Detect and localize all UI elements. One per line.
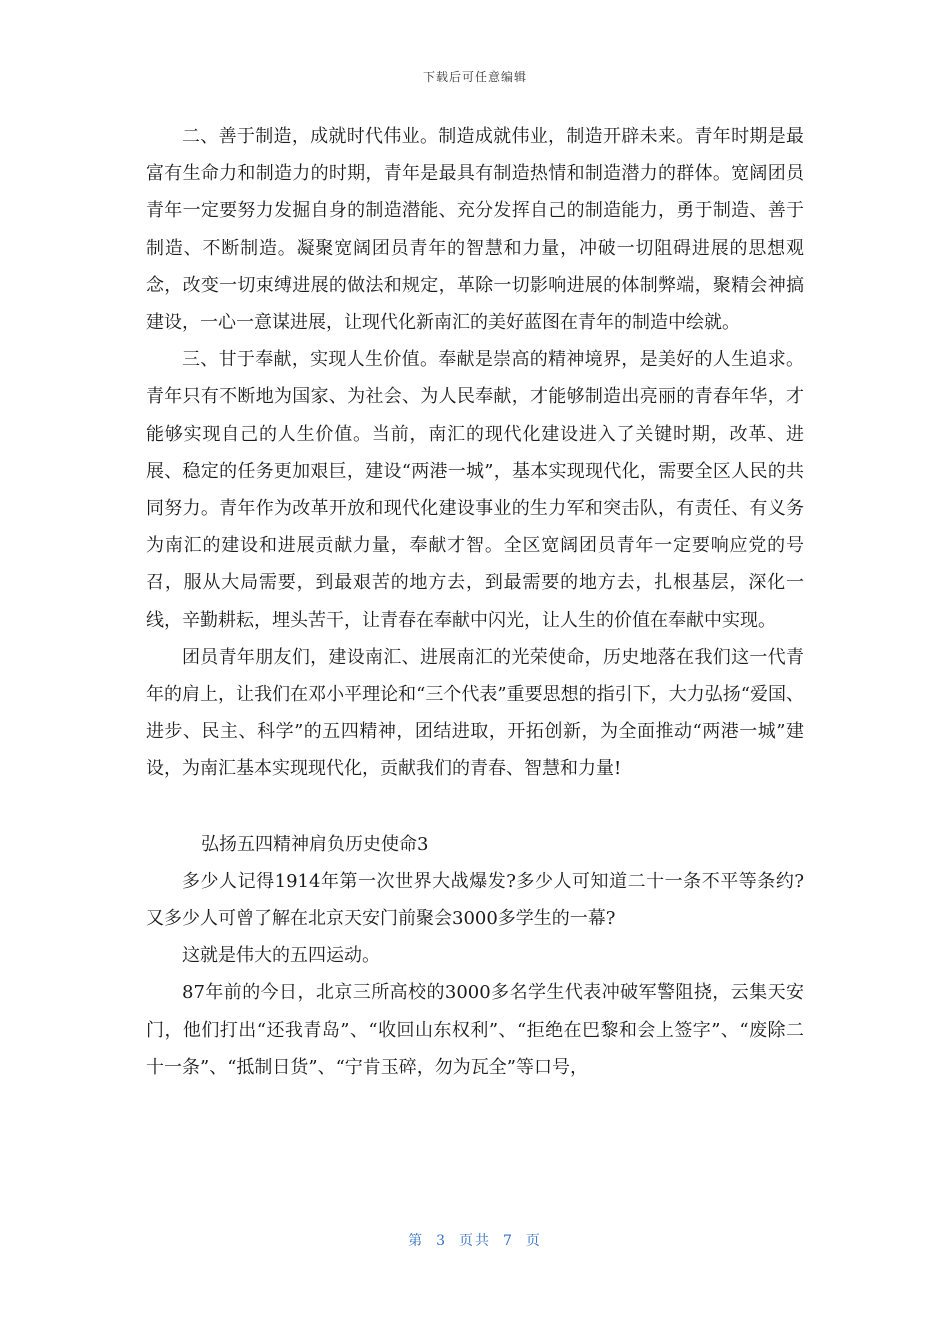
document-body [146,118,804,1086]
footer-page-number: 3 [436,1233,447,1249]
section-title: 弘扬五四精神肩负历史使命3 [201,833,429,855]
footer-total-pages: 7 [503,1233,514,1249]
paragraph-history-question: 多少人记得1914年第一次世界大战爆发?多少人可知道二十一条不平等条约?又多少人可曾了解在北京天安门前聚会3000多学生的一幕? [146,870,804,930]
footer-prefix: 第 [408,1233,425,1249]
paragraph-dedication: 三、甘于奉献，实现人生价值。奉献是崇高的精神境界，是美好的人生追求。青年只有不断地为国家、为社会、为人民奉献，才能够制造出亮丽的青春年华，才能够实现自己的人生价值。当前，南汇的现代化建设进入了关键时期，改革、进展、稳定的任务更加艰巨，建设“两港一城”，基本实现现代化，需要全区人民的共同努力。青年作为改革开放和现代化建设事业的生力军和突击队，有责任、有义务为南汇的建设和进展贡献力量，奉献才智。全区宽阔团员青年一定要响应党的号召，服从大局需要，到最艰苦的地方去，到最需要的地方去，扎根基层，深化一线，辛勤耕耘，埋头苦干，让青春在奉献中闪光，让人生的价值在奉献中实现。 [146,349,804,631]
section-body [146,863,804,1086]
paragraph-may-fourth: 这就是伟大的五四运动。 [182,945,380,967]
footer-middle: 页共 [459,1233,491,1249]
page-header: 下载后可任意编辑 [422,70,527,84]
paragraph-creation: 二、善于制造，成就时代伟业。制造成就伟业，制造开辟未来。青年时期是最富有生命力和制造力的时期，青年是最具有制造热情和制造潜力的群体。宽阔团员青年一定要努力发掘自身的制造潜能、充分发挥自己的制造能力，勇于制造、善于制造、不断制造。凝聚宽阔团员青年的智慧和力量，冲破一切阻碍进展的思想观念，改变一切束缚进展的做法和规定，革除一切影响进展的体制弊端，聚精会神搞建设，一心一意谋进展，让现代化新南汇的美好蓝图在青年的制造中绘就。 [146,126,804,334]
page-footer [0,1230,950,1250]
paragraph-call-to-action: 团员青年朋友们，建设南汇、进展南汇的光荣使命，历史地落在我们这一代青年的肩上，让我们在邓小平理论和“三个代表”重要思想的指引下，大力弘扬“爱国、进步、民主、科学”的五四精神，团结进取，开拓创新，为全面推动“两港一城”建设，为南汇基本实现现代化，贡献我们的青春、智慧和力量! [146,646,804,780]
paragraph-students: 87年前的今日，北京三所高校的3000多名学生代表冲破军警阻挠，云集天安门，他们打出“还我青岛”、“收回山东权利”、“拒绝在巴黎和会上签字”、“废除二十一条”、“抵制日货”、“宁肯玉碎，勿为瓦全”等口号， [146,982,804,1078]
footer-suffix: 页 [525,1233,542,1249]
